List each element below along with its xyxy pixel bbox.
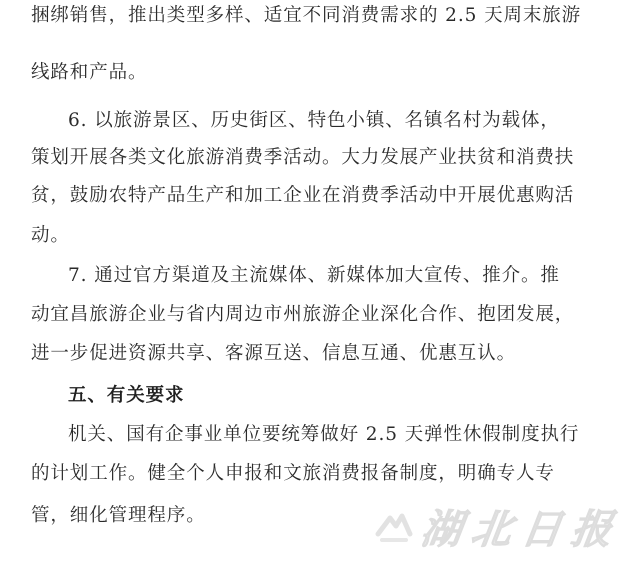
- paragraph-line: 机关、国有企事业单位要统筹做好 2.5 天弹性休假制度执行: [68, 424, 580, 445]
- paragraph-line: 进一步促进资源共享、客源互送、信息互通、优惠互认。: [31, 343, 517, 364]
- paragraph-line: 7. 通过官方渠道及主流媒体、新媒体加大宣传、推介。推: [68, 265, 560, 286]
- paragraph-line: 动。: [31, 225, 70, 246]
- hubei-daily-logo-icon: [372, 504, 416, 548]
- paragraph-line: 动宜昌旅游企业与省内周边市州旅游企业深化合作、抱团发展，: [31, 304, 575, 325]
- paragraph-line: 贫，鼓励农特产品生产和加工企业在消费季活动中开展优惠购活: [31, 185, 575, 206]
- section-heading: 五、有关要求: [68, 385, 185, 406]
- watermark-text: 湖北日报: [418, 506, 625, 553]
- paragraph-line: 策划开展各类文化旅游消费季活动。大力发展产业扶贫和消费扶: [31, 147, 575, 168]
- paragraph-line: 的计划工作。健全个人申报和文旅消费报备制度，明确专人专: [31, 463, 555, 484]
- paragraph-line: 6. 以旅游景区、历史街区、特色小镇、名镇名村为载体，: [68, 110, 560, 131]
- paragraph-line: 线路和产品。: [31, 62, 148, 83]
- watermark: [372, 498, 625, 554]
- paragraph-line: 管，细化管理程序。: [31, 505, 206, 526]
- paragraph-line: 捆绑销售，推出类型多样、适宜不同消费需求的 2.5 天周末旅游: [31, 5, 582, 26]
